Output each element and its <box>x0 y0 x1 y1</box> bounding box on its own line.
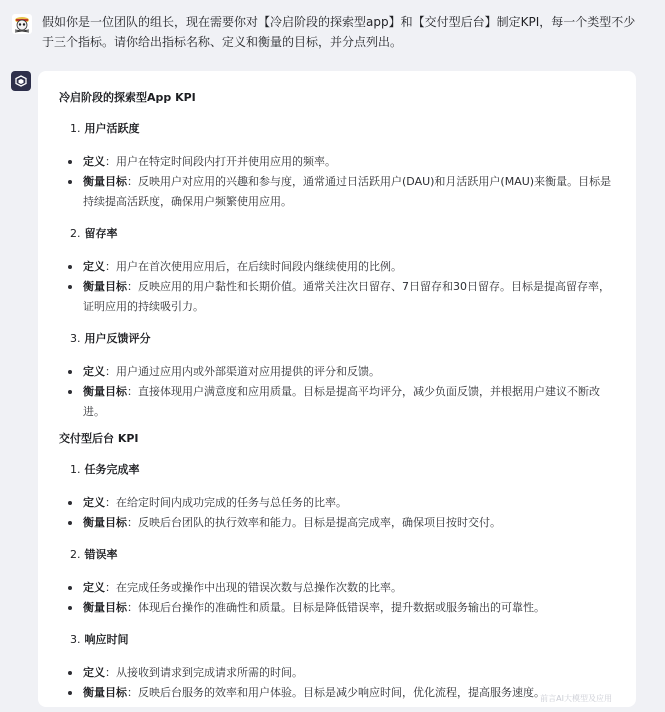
kpi-details <box>59 663 614 703</box>
kpi-definition <box>59 578 614 598</box>
kpi-definition <box>59 663 614 683</box>
user-avatar-icon <box>12 14 32 34</box>
definition-label: 定义 <box>83 365 105 378</box>
goal-label: 衡量目标 <box>83 601 127 614</box>
user-message <box>12 12 652 52</box>
goal-text: ：反映应用的用户黏性和长期价值。通常关注次日留存、7日留存和30日留存。目标是提高留存率，证明应用的持续吸引力。 <box>83 280 610 313</box>
goal-label: 衡量目标 <box>83 686 127 699</box>
kpi-number: 1. <box>70 463 81 476</box>
kpi-number: 1. <box>70 122 81 135</box>
kpi-name: 任务完成率 <box>84 463 140 476</box>
definition-label: 定义 <box>83 581 105 594</box>
kpi-definition <box>59 493 614 513</box>
kpi-heading <box>70 225 614 243</box>
cube-logo-icon <box>11 71 31 91</box>
kpi-details <box>59 257 614 317</box>
kpi-number: 3. <box>70 332 81 345</box>
kpi-goal <box>59 683 614 703</box>
kpi-heading <box>70 631 614 649</box>
definition-text: ：用户通过应用内或外部渠道对应用提供的评分和反馈。 <box>105 365 380 378</box>
kpi-name: 用户活跃度 <box>84 122 140 135</box>
kpi-details <box>59 578 614 618</box>
goal-text: ：反映用户对应用的兴趣和参与度，通常通过日活跃用户(DAU)和月活跃用户(MAU)来衡量。目标是持续提高活跃度，确保用户频繁使用应用。 <box>83 175 612 208</box>
kpi-goal <box>59 513 614 533</box>
kpi-definition <box>59 257 614 277</box>
watermark: 前言AI大模型及应用 <box>540 694 612 703</box>
goal-label: 衡量目标 <box>83 280 127 293</box>
definition-text: ：从接收到请求到完成请求所需的时间。 <box>105 666 303 679</box>
kpi-heading <box>70 461 614 479</box>
kpi-name: 错误率 <box>84 548 118 561</box>
kpi-heading <box>70 546 614 564</box>
kpi-goal <box>59 172 614 212</box>
user-message-text: 假如你是一位团队的组长，现在需要你对【冷启阶段的探索型app】和【交付型后台】制定KPI，每一个类型不少于三个指标。请你给出指标名称、定义和衡量的目标，并分点列出。 <box>42 15 636 49</box>
section-title: 冷启阶段的探索型App KPI <box>59 91 196 104</box>
kpi-goal <box>59 277 614 317</box>
definition-label: 定义 <box>83 666 105 679</box>
kpi-name: 用户反馈评分 <box>84 332 151 345</box>
goal-text: ：直接体现用户满意度和应用质量。目标是提高平均评分，减少负面反馈，并根据用户建议不断改进。 <box>83 385 600 418</box>
kpi-name: 响应时间 <box>84 633 129 646</box>
kpi-number: 3. <box>70 633 81 646</box>
definition-text: ：在完成任务或操作中出现的错误次数与总操作次数的比率。 <box>105 581 402 594</box>
goal-text: ：反映后台团队的执行效率和能力。目标是提高完成率，确保项目按时交付。 <box>127 516 501 529</box>
definition-label: 定义 <box>83 496 105 509</box>
kpi-definition <box>59 362 614 382</box>
section-title: 交付型后台 KPI <box>59 432 139 445</box>
goal-label: 衡量目标 <box>83 385 127 398</box>
definition-text: ：用户在特定时间段内打开并使用应用的频率。 <box>105 155 336 168</box>
goal-label: 衡量目标 <box>83 516 127 529</box>
kpi-heading <box>70 120 614 138</box>
answer-card <box>38 71 636 707</box>
kpi-details <box>59 152 614 212</box>
kpi-name: 留存率 <box>84 227 118 240</box>
goal-text: ：体现后台操作的准确性和质量。目标是降低错误率，提升数据或服务输出的可靠性。 <box>127 601 545 614</box>
kpi-number: 2. <box>70 548 81 561</box>
kpi-number: 2. <box>70 227 81 240</box>
goal-label: 衡量目标 <box>83 175 127 188</box>
kpi-details <box>59 493 614 533</box>
goal-text: ：反映后台服务的效率和用户体验。目标是减少响应时间，优化流程，提高服务速度。 <box>127 686 545 699</box>
definition-label: 定义 <box>83 155 105 168</box>
kpi-goal <box>59 598 614 618</box>
definition-text: ：用户在首次使用应用后，在后续时间段内继续使用的比例。 <box>105 260 402 273</box>
kpi-details <box>59 362 614 422</box>
kpi-goal <box>59 382 614 422</box>
definition-label: 定义 <box>83 260 105 273</box>
kpi-heading <box>70 330 614 348</box>
kpi-definition <box>59 152 614 172</box>
definition-text: ：在给定时间内成功完成的任务与总任务的比率。 <box>105 496 347 509</box>
